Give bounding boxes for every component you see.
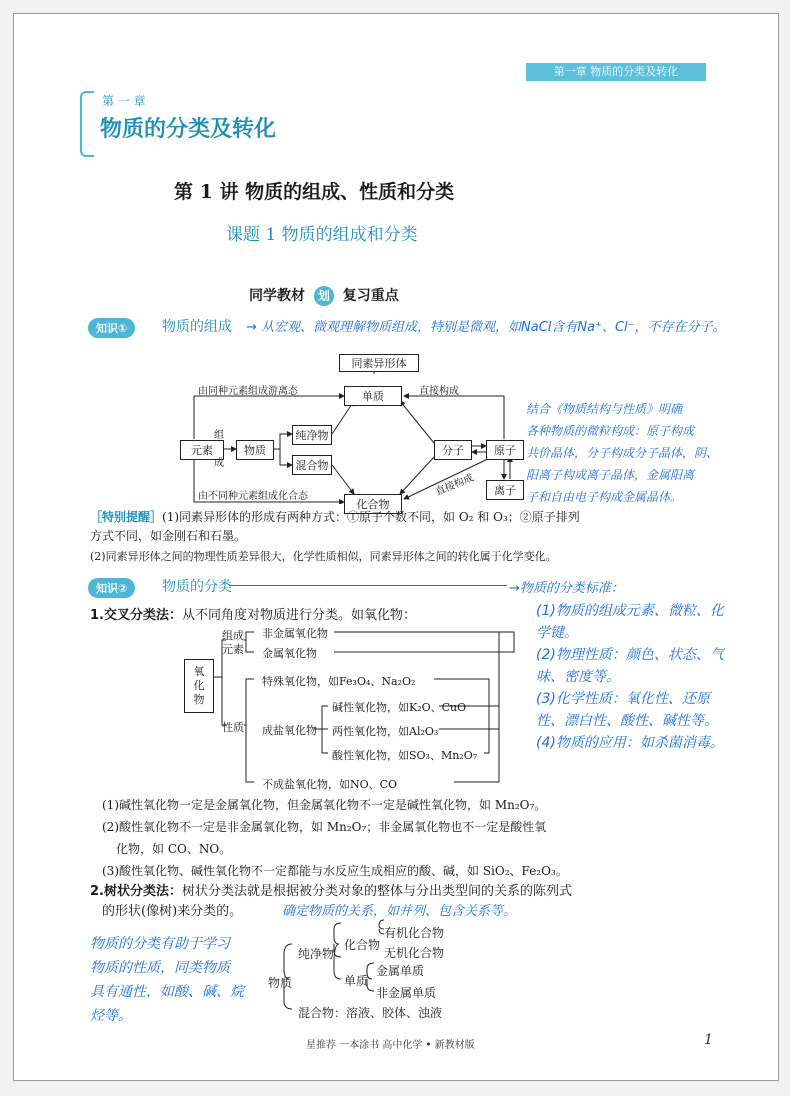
item-basic-oxide: 碱性氧化物，如K₂O、CuO: [332, 701, 467, 714]
review-mark: 划: [314, 286, 334, 306]
side-note-line: 阳离子构成离子晶体，金属阳离: [526, 468, 695, 482]
item-nonmetal-oxide: 非金属氧化物: [262, 627, 328, 640]
standard-line: 性、漂白性、酸性、碱性等。: [536, 713, 718, 729]
item-non-salt-oxide: 不成盐氧化物，如NO、CO: [262, 778, 398, 791]
standard-line: (4)物质的应用：如杀菌消毒。: [536, 735, 724, 751]
left-hand-line: 具有通性，如酸、碱、烷: [90, 984, 244, 1000]
box-ion: 离子: [486, 480, 524, 500]
side-note-line: 子和自由电子构成金属晶体。: [526, 490, 683, 504]
review-left: 同学教材: [249, 288, 305, 304]
tip1a: (1)同素异形体的形成有两种方式：①原子个数不同，如 O₂ 和 O₃；②原子排列: [162, 510, 580, 524]
tip-label: ［特别提醒］: [90, 510, 163, 524]
page-number: 1: [704, 1032, 713, 1048]
oxide-char: 氧: [193, 665, 205, 678]
tree-compound: 化合物: [344, 938, 381, 952]
left-hand-line: 烃等。: [90, 1008, 132, 1024]
footer-text: 星推荐 一本涂书 高中化学 • 新教材版: [306, 1040, 475, 1051]
review-right: 复习重点: [342, 288, 399, 304]
box-allotrope: 同素异形体: [339, 354, 419, 372]
item-special-oxide: 特殊氧化物，如Fe₃O₄、Na₂O₂: [262, 675, 416, 688]
box-atom: 原子: [486, 440, 524, 460]
oxide-char: 物: [193, 693, 205, 706]
standard-line: (3)化学性质：氧化性、还原: [536, 691, 710, 707]
knowledge2-tag: 知识②: [88, 578, 135, 598]
box-element: 元素: [180, 440, 224, 460]
left-hand-line: 物质的性质，同类物质: [90, 960, 230, 976]
standard-line: (1)物质的组成元素、微粒、化: [536, 603, 724, 619]
side-note-line: 结合《物质结构与性质》明确: [526, 402, 683, 416]
tree-text2: 的形状(像树)来分类的。: [102, 904, 243, 919]
label-zu: 组: [214, 430, 224, 441]
knowledge1-handnote: → 从宏观、微观理解物质组成，特别是微观，如NaCl含有Na⁺、Cl⁻，不存在分子。: [246, 320, 726, 335]
chapter-title: 物质的分类及转化: [100, 117, 277, 142]
special-tip: [90, 508, 580, 526]
box-pure: 纯净物: [292, 425, 332, 445]
document-page: [13, 13, 779, 1081]
side-note-structure: [526, 398, 718, 508]
box-compound: 化合物: [344, 494, 402, 514]
standard-line: (2)物理性质：颜色、状态、气: [536, 647, 724, 663]
tree-inorganic: 无机化合物: [384, 946, 445, 960]
item-acidic-oxide: 酸性氧化物，如SO₃、Mn₂O₇: [332, 749, 478, 762]
tree-nonmetal: 非金属单质: [376, 986, 437, 1000]
left-handnote: [90, 932, 244, 1028]
branch-composition: [222, 629, 244, 657]
label-direct2: 直接构成: [434, 472, 476, 498]
oxide-note-2b: 化物，如 CO、NO。: [116, 842, 232, 856]
box-molecule: 分子: [434, 440, 472, 460]
knowledge1-tag: 知识①: [88, 318, 135, 338]
lecture-title: 第 1 讲 物质的组成、性质和分类: [174, 181, 455, 203]
label-combined-state: 由不同种元素组成化合态: [198, 491, 308, 502]
tree-handnote: 确定物质的关系，如并列、包含关系等。: [282, 904, 517, 919]
side-note-line: 各种物质的微粒构成：原子构成: [526, 424, 695, 438]
box-mixture: 混合物: [292, 455, 332, 475]
chapter-tab: 第一章 物质的分类及转化: [526, 63, 706, 81]
side-note-line: 共价晶体，分子构成分子晶体，阴、: [526, 446, 719, 460]
oxide-char: 化: [193, 679, 205, 692]
chapter-bracket: [80, 91, 94, 157]
tree-mixture: 混合物：溶液、胶体、浊液: [298, 1006, 443, 1020]
classification-standard-title: →物质的分类标准：: [509, 581, 624, 596]
branch-comp-line: 元素: [222, 643, 244, 656]
knowledge1-heading: 物质的组成: [162, 319, 232, 335]
standard-line: 学键。: [536, 625, 578, 641]
tree-root: 物质: [268, 976, 293, 990]
box-substance: 物质: [236, 440, 274, 460]
tip2: (2)同素异形体之间的物理性质差异很大，化学性质相似，同素异形体之间的转化属于化学变化。: [90, 550, 557, 563]
tree-title: 2.树状分类法：: [90, 884, 182, 899]
oxide-note-2: (2)酸性氧化物不一定是非金属氧化物，如 Mn₂O₇；非金属氧化物也不一定是酸性氧: [102, 820, 547, 834]
tree-elemental: 单质: [344, 974, 369, 988]
topic-title: 课题 1 物质的组成和分类: [226, 225, 418, 245]
tree-classification: [90, 880, 572, 899]
chapter-small: 第 一 章: [102, 94, 146, 108]
left-hand-line: 物质的分类有助于学习: [90, 936, 230, 952]
branch-comp-line: 组成: [222, 629, 244, 642]
label-direct1: 直接构成: [419, 386, 459, 397]
standard-line: 味、密度等。: [536, 669, 620, 685]
label-free-state: 由同种元素组成游离态: [198, 386, 298, 397]
oxide-note-3: (3)酸性氧化物、碱性氧化物不一定都能与水反应生成相应的酸、碱，如 SiO₂、Fe₂O₃。: [102, 864, 568, 878]
knowledge2-arrow: [229, 585, 507, 586]
cross-title: 1.交叉分类法：: [90, 608, 182, 623]
oxide-box: [184, 659, 214, 713]
cross-classification: [90, 604, 416, 623]
box-elemental: 单质: [344, 386, 402, 406]
item-metal-oxide: 金属氧化物: [262, 647, 317, 660]
knowledge2-heading: 物质的分类: [162, 579, 232, 595]
tree-pure: 纯净物: [298, 947, 335, 961]
review-heading: [249, 285, 399, 306]
tree-text1: 树状分类法就是根据被分类对象的整体与分出类型间的关系的陈列式: [181, 884, 572, 899]
label-cheng: 成: [214, 458, 224, 469]
item-salt-forming-oxide: 成盐氧化物: [262, 724, 317, 737]
oxide-note-1: (1)碱性氧化物一定是金属氧化物，但金属氧化物不一定是碱性氧化物，如 Mn₂O₇。: [102, 798, 547, 812]
branch-property: 性质: [222, 721, 244, 734]
classification-standards: [536, 600, 724, 754]
tip1b: 方式不同，如金刚石和石墨。: [90, 529, 247, 543]
cross-text: 从不同角度对物质进行分类。如氧化物：: [181, 608, 416, 623]
tree-organic: 有机化合物: [384, 926, 445, 940]
tree-metal: 金属单质: [376, 964, 425, 978]
item-amphoteric-oxide: 两性氧化物，如Al₂O₃: [332, 725, 439, 738]
